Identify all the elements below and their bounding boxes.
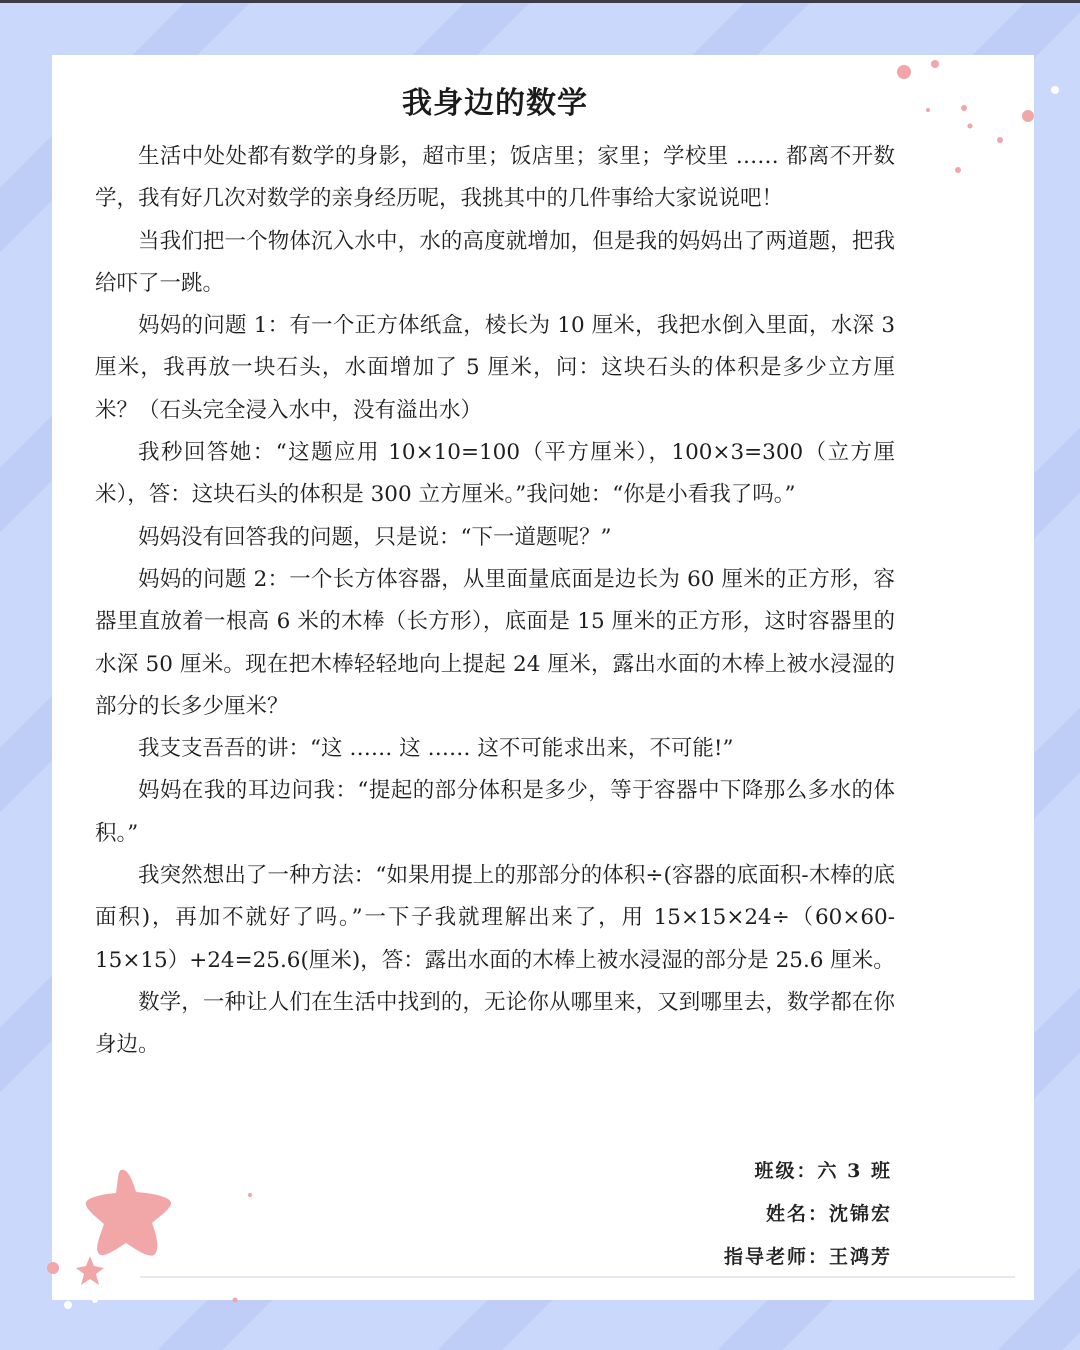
class-label: 班级：六 3 班 bbox=[754, 1160, 892, 1182]
paragraph: 数学，一种让人们在生活中找到的，无论你从哪里来，又到哪里去，数学都在你身边。 bbox=[95, 989, 895, 1058]
essay-title: 我身边的数学 bbox=[402, 86, 588, 121]
paragraph: 妈妈的问题 1：有一个正方体纸盒，棱长为 10 厘米，我把水倒入里面，水深 3 厘米，我再放一块石头，水面增加了 5 厘米，问：这块石头的体积是多少立方厘米？（石头完全浸入水中，没有溢出水） bbox=[95, 313, 895, 423]
essay-body bbox=[95, 136, 895, 1067]
paragraph: 妈妈没有回答我的问题，只是说：“下一道题呢？” bbox=[138, 524, 612, 550]
paragraph: 我支支吾吾的讲：“这 …… 这 …… 这不可能求出来，不可能!” bbox=[138, 736, 734, 762]
top-border bbox=[0, 0, 1080, 3]
paragraph: 我突然想出了一种方法：“如果用提上的那部分的体积÷(容器的底面积-木棒的底面积)，再加不就好了吗。”一下子我就理解出来了，用 15×15×24÷（60×60-15×15）+24=25.6(厘米)，答：露出水面的木棒上被水浸湿的部分是 25.6 厘米。 bbox=[95, 863, 895, 973]
footer-divider bbox=[140, 1276, 1015, 1278]
paragraph: 妈妈的问题 2：一个长方体容器，从里面量底面是边长为 60 厘米的正方形，容器里直放着一根高 6 米的木棒（长方形），底面是 15 厘米的正方形，这时容器里的水深 50 厘米。现在把木棒轻轻地向上提起 24 厘米，露出水面的木棒上被水浸湿的部分的长多少厘米？ bbox=[95, 566, 895, 719]
student-name: 姓名：沈锦宏 bbox=[765, 1203, 892, 1225]
teacher-name: 指导老师：王鸿芳 bbox=[723, 1246, 892, 1268]
paragraph: 妈妈在我的耳边问我：“提起的部分体积是多少，等于容器中下降那么多水的体积。” bbox=[95, 778, 895, 846]
paragraph: 生活中处处都有数学的身影，超市里；饭店里；家里；学校里 …… 都离不开数学，我有好几次对数学的亲身经历呢，我挑其中的几件事给大家说说吧！ bbox=[95, 144, 895, 212]
paragraph: 我秒回答她：“这题应用 10×10=100（平方厘米），100×3=300（立方厘米），答：这块石头的体积是 300 立方厘米。”我问她：“你是小看我了吗。” bbox=[95, 440, 895, 508]
paragraph: 当我们把一个物体沉入水中，水的高度就增加，但是我的妈妈出了两道题，把我给吓了一跳。 bbox=[95, 228, 895, 296]
